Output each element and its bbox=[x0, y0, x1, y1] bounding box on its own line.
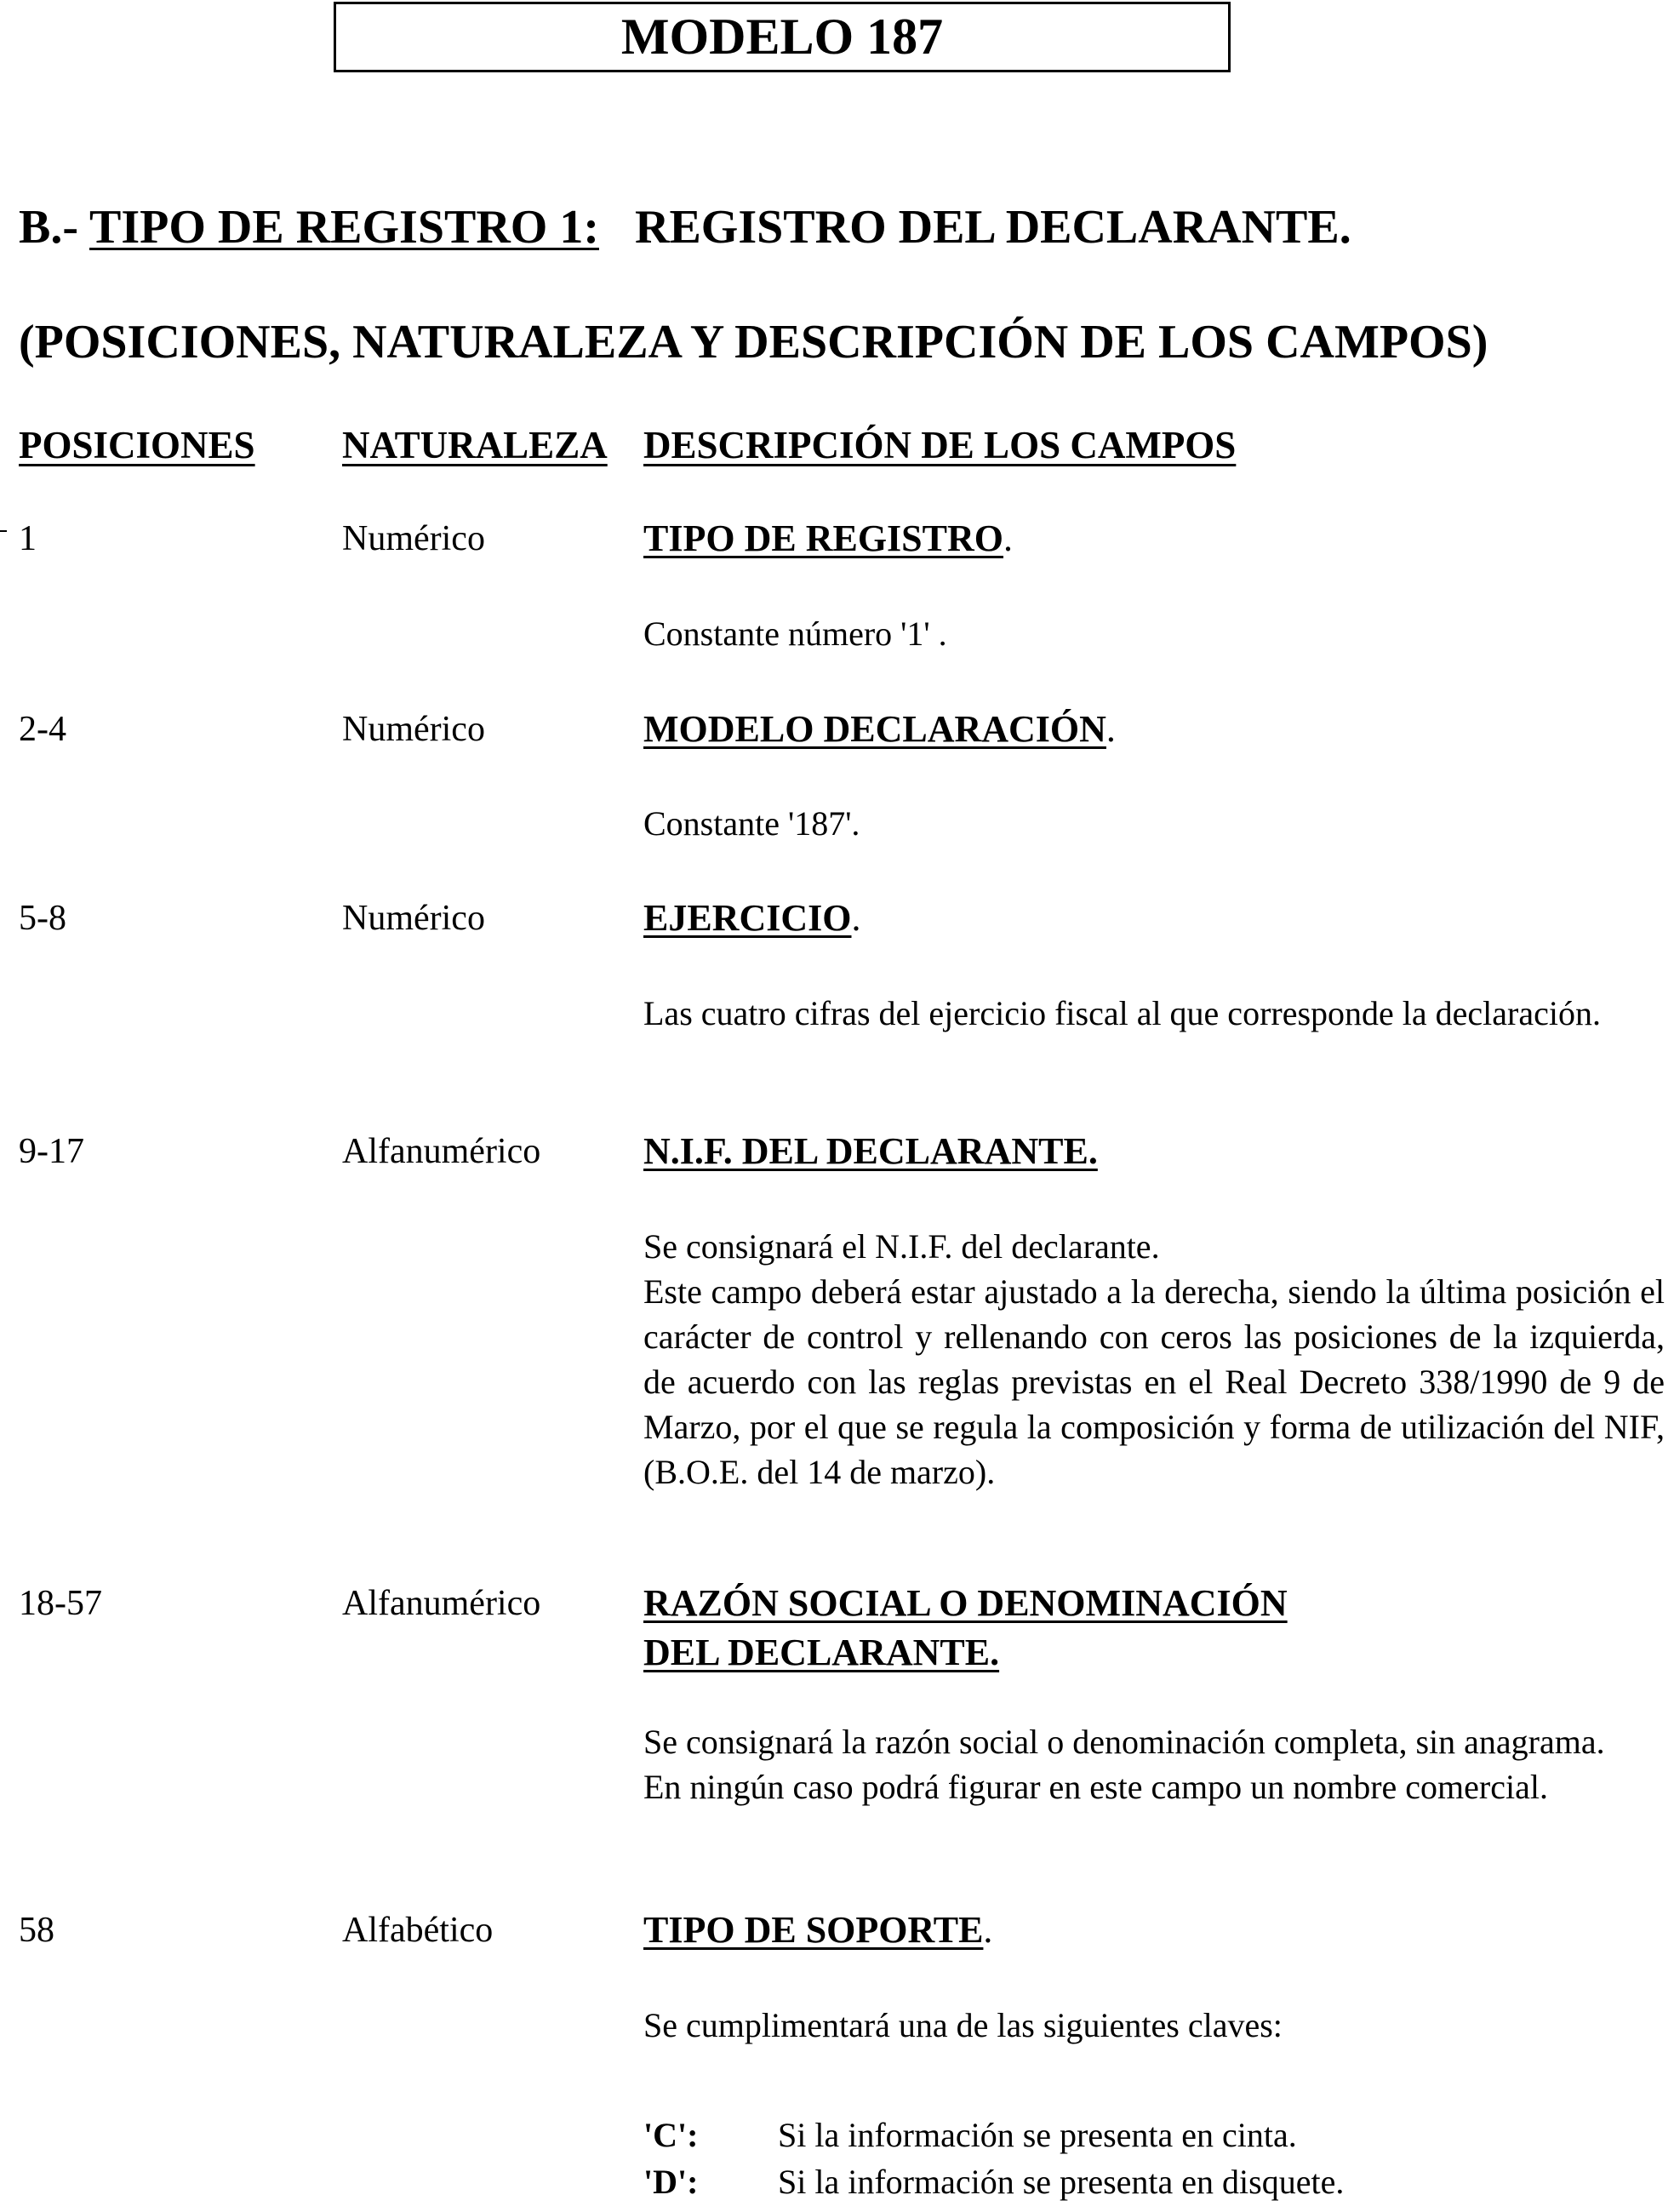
title-box bbox=[334, 2, 1231, 72]
field-nature: Alfanumérico bbox=[342, 1584, 541, 1623]
page-title: MODELO 187 bbox=[620, 9, 944, 65]
description-paragraph: Constante '187'. bbox=[643, 804, 860, 843]
field-nature: Numérico bbox=[342, 710, 485, 749]
description-paragraph: Las cuatro cifras del ejercicio fiscal al que corresponde la declaración. bbox=[643, 994, 1601, 1032]
field-title-text: DEL DECLARANTE. bbox=[643, 1632, 1000, 1673]
key-code: 'D': bbox=[643, 2163, 699, 2201]
field-title-text: EJERCICIO bbox=[643, 897, 852, 939]
description-paragraph: Este campo deberá estar ajustado a la derecha, siendo la última posición el carácter de control y rellenando con ceros las posiciones de la izquierda, de acuerdo con las reglas previstas en el Real Decreto 338/1990 de 9 de Marzo, por el que se regula la composición y forma de utilización del NIF, (B.O.E. del 14 de marzo). bbox=[643, 1272, 1665, 1491]
field-title bbox=[643, 1127, 1098, 1176]
section-heading bbox=[19, 200, 1351, 254]
description-paragraph: Se consignará el N.I.F. del declarante. bbox=[643, 1227, 1160, 1266]
description-paragraph: Se consignará la razón social o denominación completa, sin anagrama. bbox=[643, 1723, 1605, 1761]
key-description: Si la información se presenta en cinta. bbox=[778, 2116, 1297, 2154]
section-record-type: TIPO DE REGISTRO 1: bbox=[89, 201, 599, 254]
field-positions: 9-17 bbox=[19, 1132, 84, 1171]
field-description bbox=[643, 1224, 1665, 1495]
field-nature: Numérico bbox=[342, 519, 485, 558]
field-title-text: N.I.F. DEL DECLARANTE. bbox=[643, 1130, 1098, 1172]
field-nature: Alfabético bbox=[342, 1911, 494, 1950]
field-nature: Numérico bbox=[342, 899, 485, 938]
column-header-positions: POSICIONES bbox=[19, 424, 255, 466]
key-row bbox=[643, 2115, 1297, 2155]
description-paragraph: Se cumplimentará una de las siguientes claves: bbox=[643, 2006, 1283, 2044]
section-record-name: REGISTRO DEL DECLARANTE. bbox=[635, 201, 1351, 254]
field-description bbox=[643, 991, 1665, 1036]
field-description bbox=[643, 1719, 1665, 1809]
field-title-text: MODELO DECLARACIÓN bbox=[643, 708, 1106, 750]
section-prefix: B.- bbox=[19, 201, 78, 254]
field-positions: 1 bbox=[19, 519, 37, 558]
margin-mark bbox=[0, 530, 7, 532]
field-description bbox=[643, 2003, 1665, 2048]
field-title-suffix: . bbox=[1003, 517, 1013, 559]
description-paragraph: Constante número '1' . bbox=[643, 614, 947, 653]
description-paragraph: En ningún caso podrá figurar en este campo un nombre comercial. bbox=[643, 1768, 1548, 1806]
field-description bbox=[643, 611, 1665, 656]
field-title bbox=[643, 1579, 1288, 1678]
field-title-text: RAZÓN SOCIAL O DENOMINACIÓN bbox=[643, 1582, 1288, 1624]
field-title bbox=[643, 705, 1116, 754]
field-title-text: TIPO DE SOPORTE bbox=[643, 1909, 984, 1951]
field-title-suffix: . bbox=[1106, 708, 1116, 750]
field-description bbox=[643, 801, 1665, 846]
field-positions: 18-57 bbox=[19, 1584, 102, 1623]
field-positions: 58 bbox=[19, 1911, 54, 1950]
key-description: Si la información se presenta en disquete. bbox=[778, 2163, 1345, 2201]
field-nature: Alfanumérico bbox=[342, 1132, 541, 1171]
field-positions: 2-4 bbox=[19, 710, 66, 749]
field-title-text: TIPO DE REGISTRO bbox=[643, 517, 1003, 559]
field-title bbox=[643, 514, 1013, 563]
field-title bbox=[643, 1906, 992, 1955]
field-title-suffix: . bbox=[851, 897, 861, 939]
field-title-suffix: . bbox=[983, 1909, 993, 1951]
key-code: 'C': bbox=[643, 2116, 699, 2154]
key-row bbox=[643, 2162, 1344, 2202]
column-header-description: DESCRIPCIÓN DE LOS CAMPOS bbox=[643, 424, 1237, 466]
field-title bbox=[643, 894, 861, 943]
subtitle: (POSICIONES, NATURALEZA Y DESCRIPCIÓN DE LOS CAMPOS) bbox=[19, 316, 1488, 369]
field-positions: 5-8 bbox=[19, 899, 66, 938]
column-header-nature: NATURALEZA bbox=[342, 424, 608, 466]
